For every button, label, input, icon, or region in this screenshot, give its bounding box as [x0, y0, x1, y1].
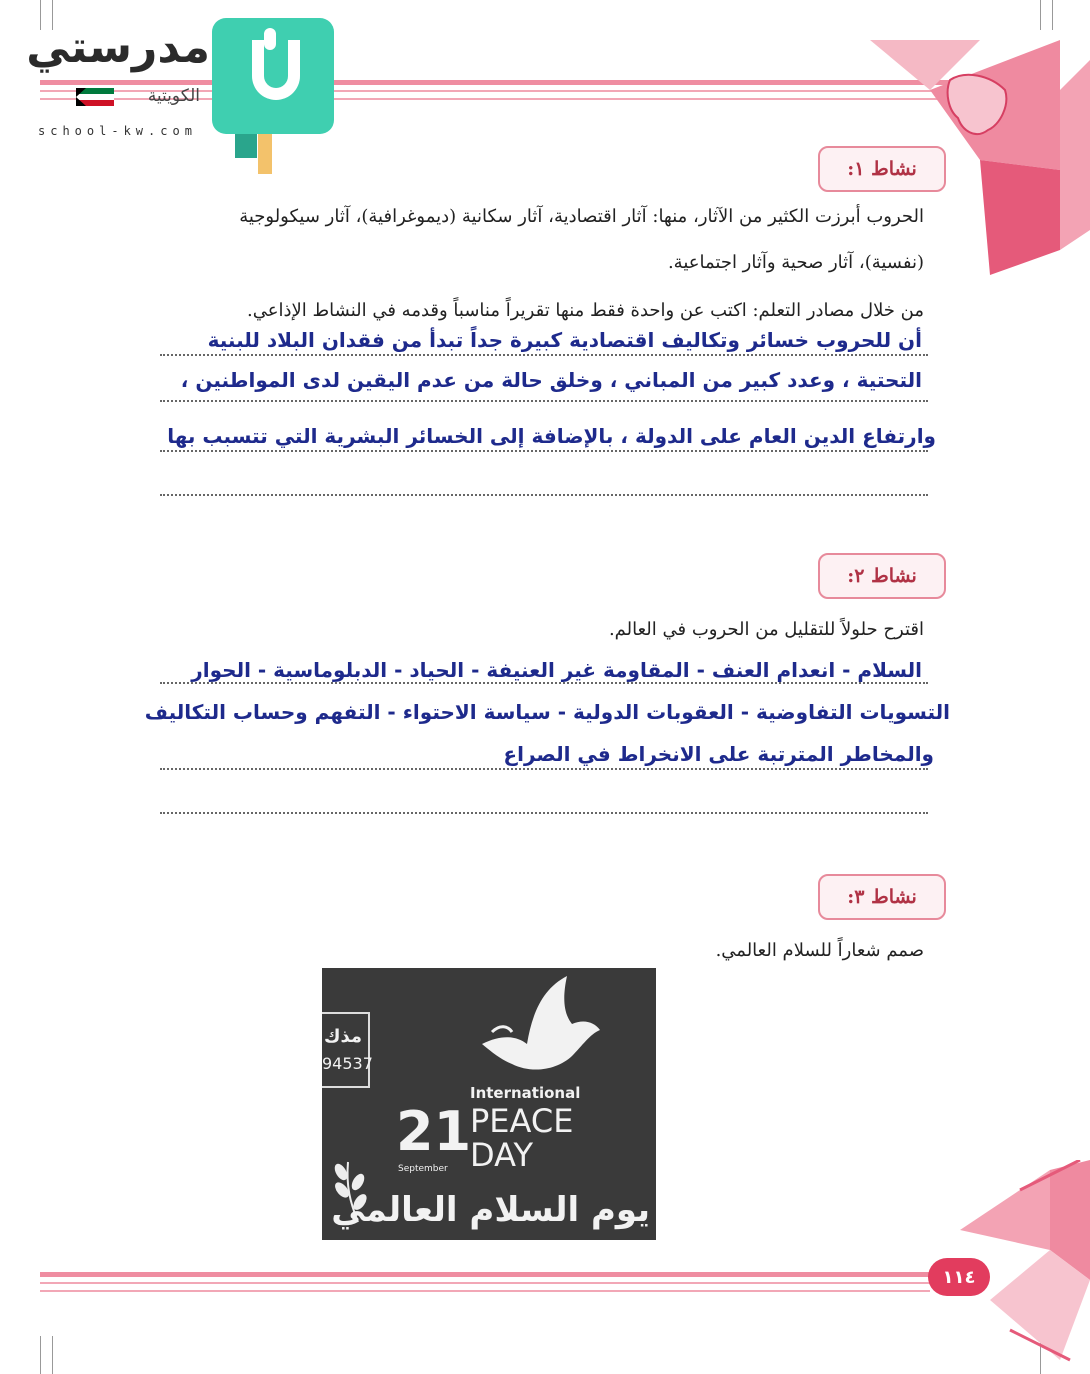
- logo-subtitle: الكويتية: [147, 86, 200, 106]
- stamp-box: [322, 1012, 370, 1088]
- image-day: DAY: [470, 1136, 534, 1174]
- activity3-instruction: صمم شعاراً للسلام العالمي.: [715, 940, 924, 961]
- crop-mark: [1040, 0, 1041, 30]
- activity1-text-line2: (نفسية)، آثار صحية وآثار اجتماعية.: [667, 252, 924, 273]
- logo-title: مدرستي: [26, 22, 210, 73]
- answer-line: [160, 400, 928, 402]
- activity2-answer-3: والمخاطر المترتبة على الانخراط في الصراع: [503, 742, 934, 766]
- logo-book-icon: [212, 18, 334, 134]
- activity2-answer-1: السلام - انعدام العنف - المقاومة غير العنيفة - الحياد - الدبلوماسية - الحوار: [191, 658, 922, 682]
- answer-line: [160, 768, 928, 770]
- stamp-number: 94537: [322, 1054, 373, 1073]
- activity2-instruction: اقترح حلولاً للتقليل من الحروب في العالم.: [608, 619, 924, 640]
- bookmark-icon: [258, 134, 272, 174]
- answer-line: [160, 354, 928, 356]
- bottom-stripe-thin: [40, 1282, 930, 1284]
- image-peace: PEACE: [470, 1102, 574, 1140]
- dove-icon: [472, 974, 602, 1084]
- answer-line: [160, 812, 928, 814]
- image-international: International: [470, 1084, 581, 1102]
- bottom-stripe-thin-2: [40, 1290, 930, 1292]
- activity1-answer-1: أن للحروب خسائر وتكاليف اقتصادية كبيرة جداً تبدأ من فقدان البلاد للبنية: [207, 328, 922, 352]
- activity1-instruction: من خلال مصادر التعلم: اكتب عن واحدة فقط منها تقريراً مناسباً وقدمه في النشاط الإذاعي.: [247, 300, 924, 321]
- activity1-answer-3: وارتفاع الدين العام على الدولة ، بالإضافة إلى الخسائر البشرية التي تتسبب بها: [167, 424, 936, 448]
- image-arabic-caption: يوم السلام العالمي: [331, 1190, 650, 1230]
- activity2-answer-2: التسويات التفاوضية - العقوبات الدولية - سياسة الاحتواء - التفهم وحساب التكاليف: [144, 700, 950, 724]
- crop-mark: [1052, 0, 1053, 30]
- logo-book-spine: [235, 134, 257, 158]
- crop-mark: [52, 1336, 53, 1374]
- bottom-stripe: [40, 1272, 930, 1277]
- stamp-arabic: مذك: [324, 1026, 363, 1047]
- image-day-number: 21: [396, 1100, 472, 1163]
- image-month: September: [398, 1164, 448, 1174]
- activity3-label: نشاط ٣:: [818, 874, 946, 920]
- activity2-label: نشاط ٢:: [818, 553, 946, 599]
- answer-line: [160, 682, 928, 684]
- activity1-label: نشاط ١:: [818, 146, 946, 192]
- answer-line: [160, 494, 928, 496]
- logo-url: school-kw.com: [38, 124, 197, 138]
- kuwait-flag-icon: [76, 88, 114, 106]
- peace-day-image: [322, 968, 656, 1240]
- answer-line: [160, 450, 928, 452]
- top-stripe: [40, 80, 970, 85]
- crop-mark: [40, 1336, 41, 1374]
- page-number: ١١٤: [928, 1258, 990, 1296]
- activity1-text-line1: الحروب أبرزت الكثير من الآثار، منها: آثار اقتصادية، آثار سكانية (ديموغرافية)، آثار سيكولوجية: [239, 206, 924, 227]
- activity1-answer-2: التحتية ، وعدد كبير من المباني ، وخلق حالة من عدم اليقين لدى المواطنين ،: [180, 368, 922, 392]
